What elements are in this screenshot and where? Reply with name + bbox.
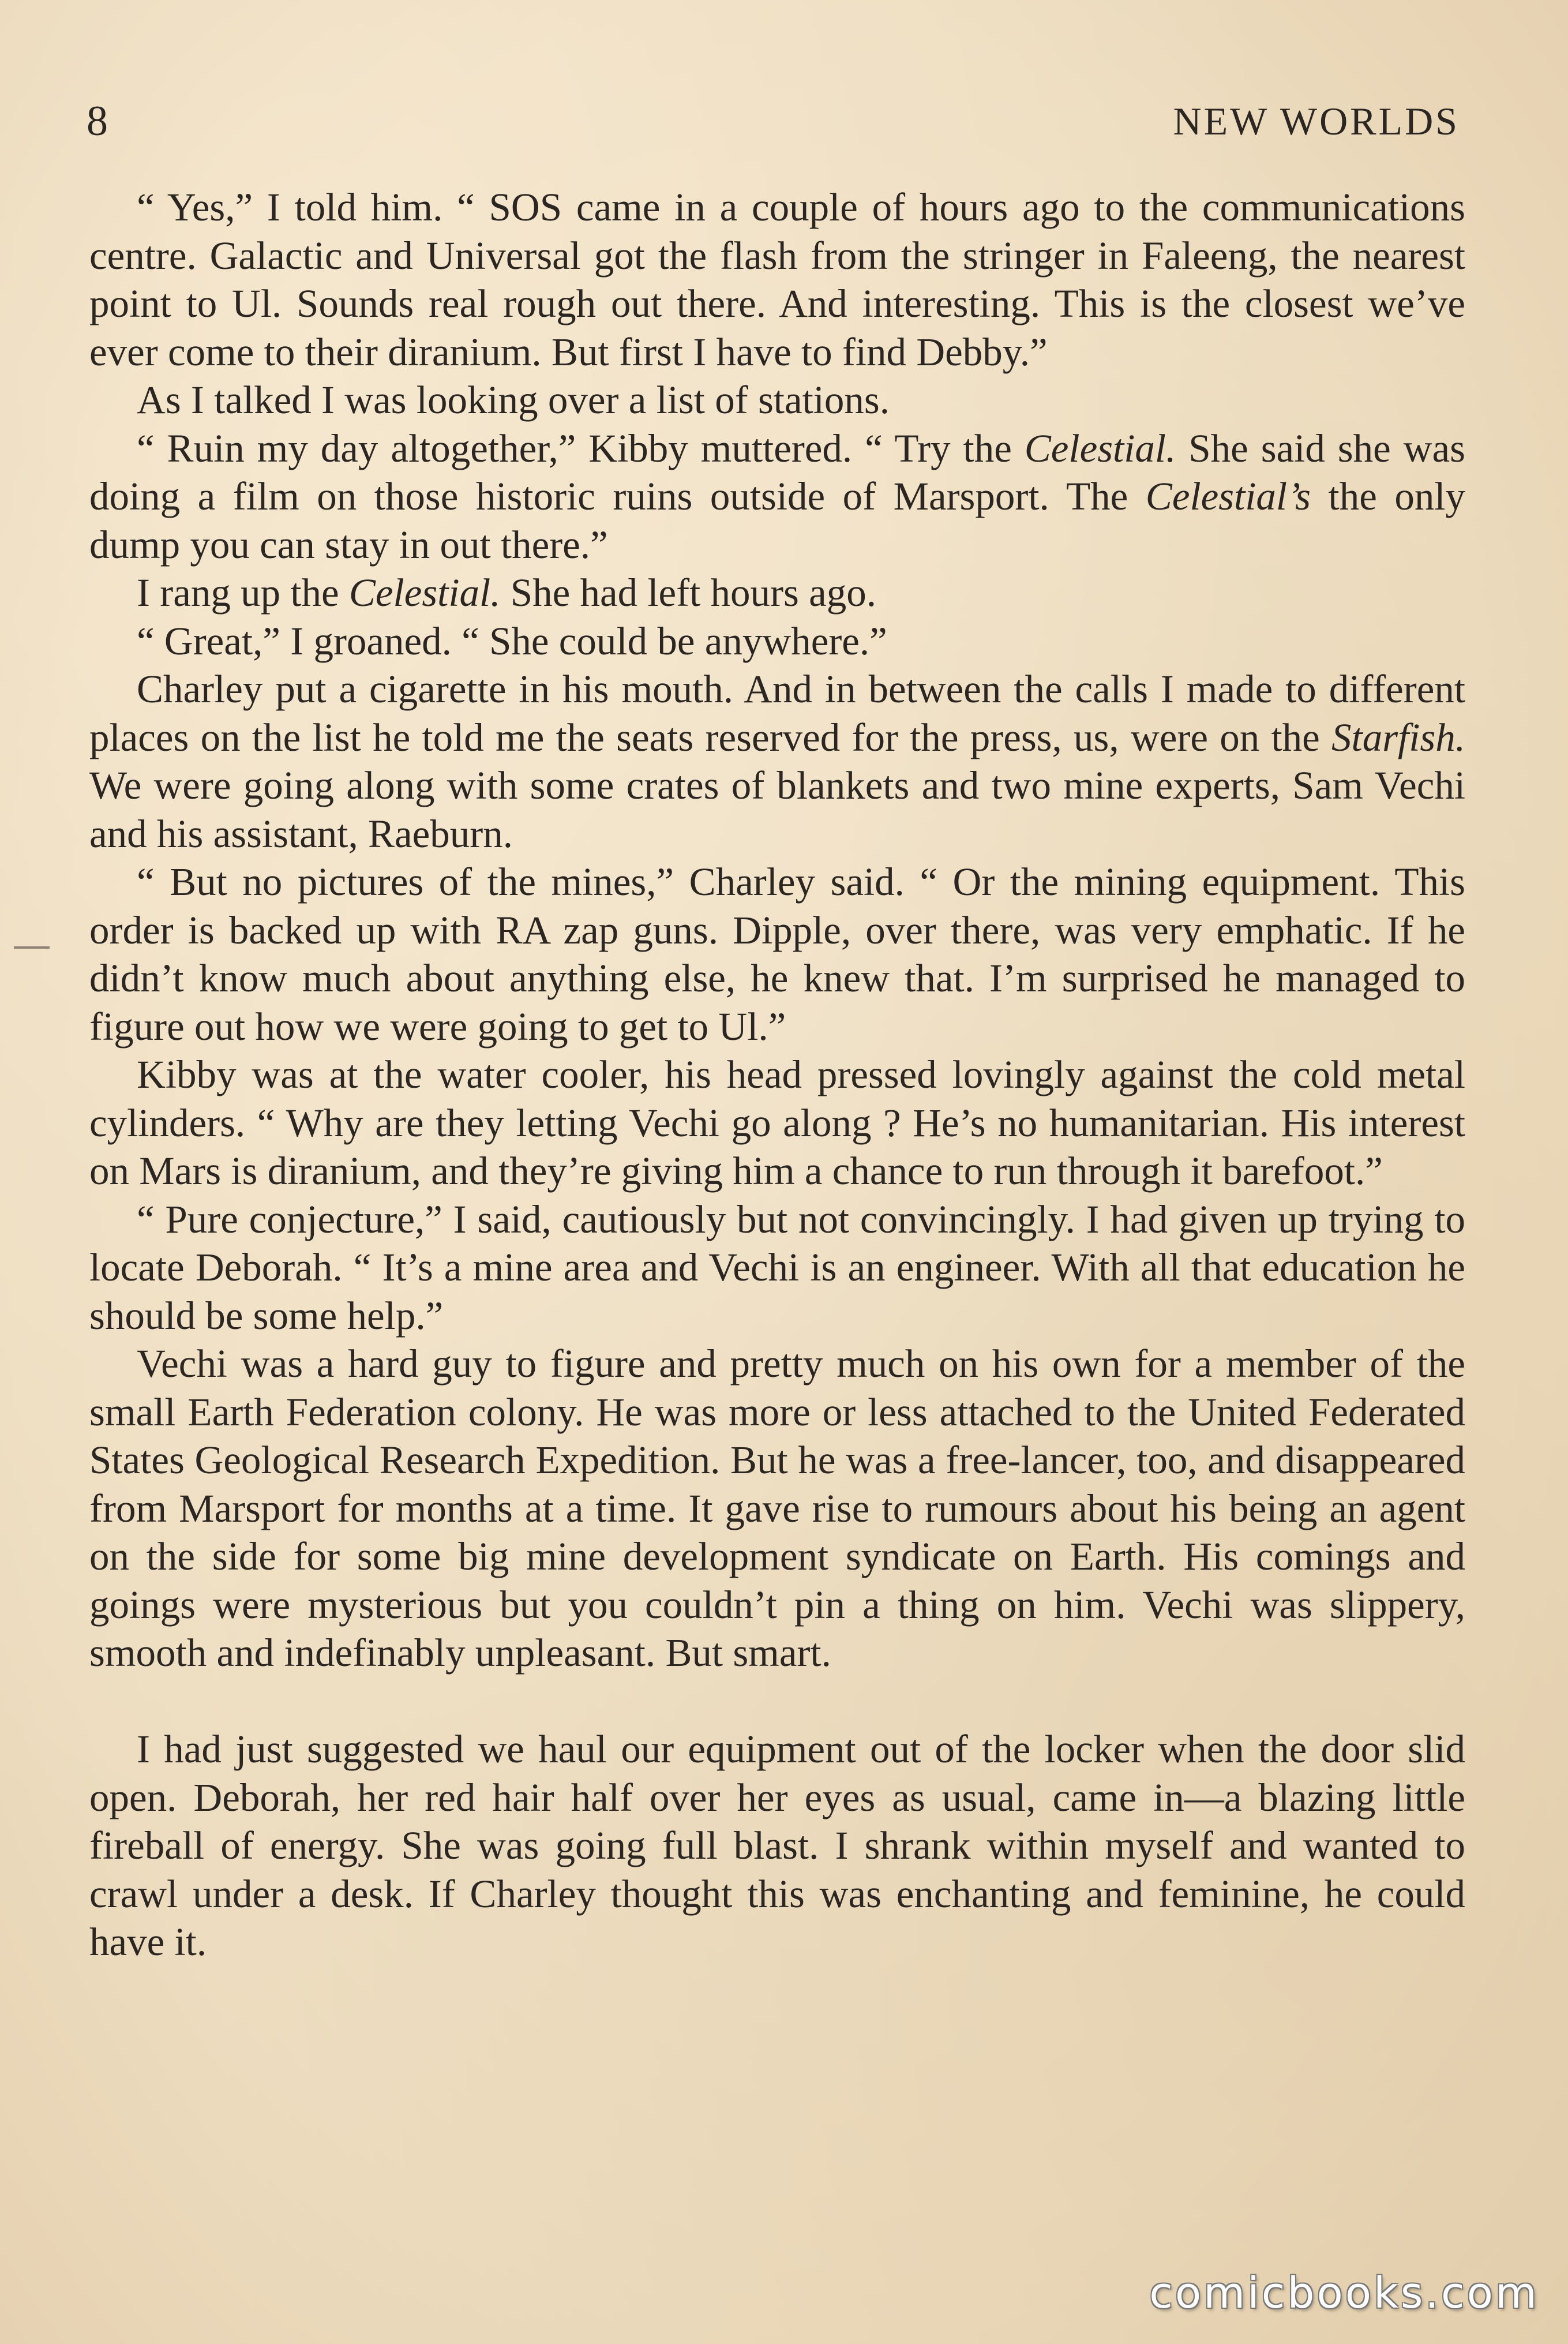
text-run: “ But no pictures of the mines,” Charley said. “ Or the mining equipment. This order is backed up with RA zap guns. Dipple, over there, was very emphatic. If he didn’t know much about anything else, he knew that. I’m surprised he managed to figure out how we were going to get to Ul.” — [89, 860, 1465, 1049]
text-run: the only dump you can stay in out there.” — [89, 474, 1465, 567]
watermark-logo: comicbooks.com — [1149, 2268, 1539, 2318]
text-run: I had just suggested we haul our equipment out of the locker when the door slid open. Deborah, her red hair half over her eyes as usual, came in—a blazing little fireball of energy. She was going full blast. I shrank within myself and wanted to crawl under a desk. If Charley thought this was enchanting and feminine, he could have it. — [89, 1727, 1465, 1964]
running-head: NEW WORLDS — [1173, 99, 1460, 143]
paragraph — [89, 1051, 1465, 1196]
ship-name-italic: Starfish. — [1331, 715, 1465, 759]
margin-mark — [14, 946, 50, 949]
text-run: She said she was doing a film on those historic ruins outside of Marsport. The — [89, 426, 1465, 518]
text-run: She had left hours ago. — [500, 571, 876, 615]
text-run: I rang up the — [137, 571, 349, 615]
text-run: “ Pure conjecture,” I said, cautiously but not convincingly. I had given up trying to locate Deborah. “ It’s a mine area and Vechi is an engineer. With all that education he should be some help.” — [89, 1197, 1465, 1338]
text-run: Vechi was a hard guy to figure and pretty much on his own for a member of the small Earth Federation colony. He was more or less attached to the United Federated States Geological Research Expedition. But he was a free-lancer, too, and disappeared from Marsport for months at a time. It gave rise to rumours about his being an agent on the side for some big mine development syndicate on Earth. His comings and goings were mysterious but you couldn’t pin a thing on him. Vechi was slippery, smooth and indefinably unpleasant. But smart. — [89, 1342, 1465, 1675]
paragraph — [89, 858, 1465, 1051]
paragraph — [89, 1340, 1465, 1678]
paragraph — [89, 569, 1465, 617]
text-run: Kibby was at the water cooler, his head pressed lovingly against the cold metal cylinders. “ Why are they letting Vechi go along ? He’s no humanitarian. His interest on Mars is diranium, and they’re giving him a chance to run through it barefoot.” — [89, 1053, 1465, 1193]
body-text — [89, 184, 1465, 1967]
ship-name-italic: Celestial. — [348, 571, 501, 615]
page-header — [87, 92, 1460, 150]
paragraph — [89, 617, 1465, 666]
paragraph — [89, 425, 1465, 570]
text-run: “ Yes,” I told him. “ SOS came in a couple of hours ago to the communications centre. Galactic and Universal got the flash from the stringer in Faleeng, the nearest point to Ul. Sounds real rough out there. And interesting. This is the closest we’ve ever come to their diranium. But first I have to find Debby.” — [89, 185, 1465, 374]
text-run: As I talked I was looking over a list of stations. — [137, 378, 890, 422]
paragraph — [89, 1725, 1465, 1967]
paragraph — [89, 184, 1465, 376]
ship-name-italic: Celestial. — [1024, 426, 1176, 470]
page-number: 8 — [87, 98, 109, 145]
paragraph — [89, 376, 1465, 425]
text-run: We were going along with some crates of blankets and two mine experts, Sam Vechi and his assistant, Raeburn. — [89, 763, 1465, 856]
paragraph — [89, 665, 1465, 858]
text-run: “ Ruin my day altogether,” Kibby muttered. “ Try the — [137, 426, 1025, 470]
text-run: Charley put a cigarette in his mouth. And in between the calls I made to different places on the list he told me the seats reserved for the press, us, were on the — [89, 667, 1465, 759]
ship-name-italic: Celestial’s — [1145, 474, 1311, 518]
text-run: “ Great,” I groaned. “ She could be anywhere.” — [137, 619, 887, 663]
paragraph — [89, 1196, 1465, 1341]
